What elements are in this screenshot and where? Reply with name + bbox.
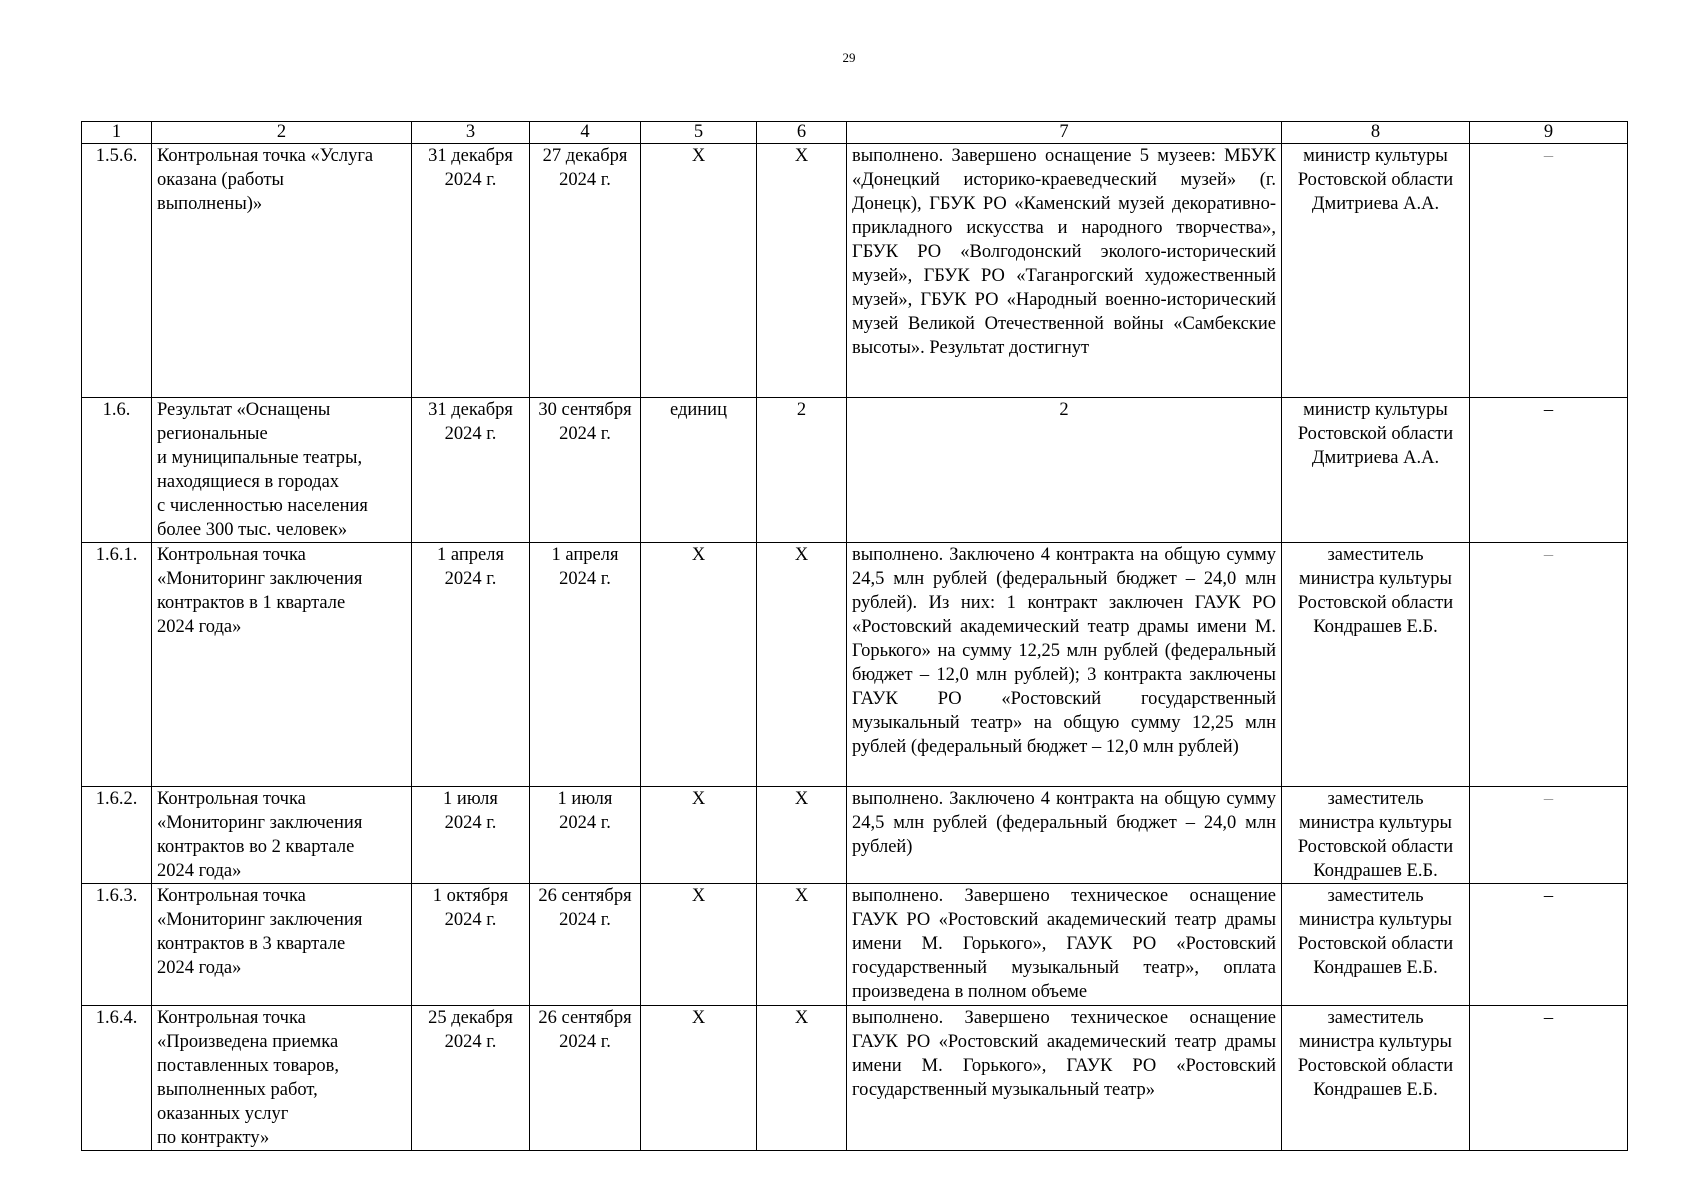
results-table xyxy=(81,121,1628,1151)
fact-date: 30 сентября 2024 г. xyxy=(530,398,641,543)
responsible-cell: министр культуры Ростовской области Дмитриева А.А. xyxy=(1282,144,1470,398)
value-cell: X xyxy=(757,543,847,787)
value-cell: X xyxy=(757,884,847,1006)
column-header: 8 xyxy=(1282,122,1470,144)
result-cell: выполнено. Заключено 4 контракта на общую сумму 24,5 млн рублей (федеральный бюджет – 24,0 млн рублей). Из них: 1 контракт заключен ГАУК РО «Ростовский академический театр драмы имени М. Горького» на сумму 12,25 млн рублей (федеральный бюджет – 12,0 млн рублей); 3 контракта заключены ГАУК РО «Ростовский государственный музыкальный театр» на общую сумму 12,25 млн рублей (федеральный бюджет – 12,0 млн рублей) xyxy=(847,543,1282,787)
result-cell: выполнено. Завершено техническое оснащение ГАУК РО «Ростовский академический театр драмы имени М. Горького», ГАУК РО «Ростовский государственный музыкальный театр», оплата произведена в полном объеме xyxy=(847,884,1282,1006)
row-name: Контрольная точка «Произведена приемка поставленных товаров, выполненных работ, оказанных услуг по контракту» xyxy=(152,1006,412,1151)
responsible-cell: заместитель министра культуры Ростовской области Кондрашев Е.Б. xyxy=(1282,1006,1470,1151)
value-cell: 2 xyxy=(757,398,847,543)
table-row xyxy=(82,398,1628,543)
plan-date: 31 декабря 2024 г. xyxy=(412,398,530,543)
plan-date: 25 декабря 2024 г. xyxy=(412,1006,530,1151)
unit-cell: X xyxy=(641,884,757,1006)
fact-date: 1 апреля 2024 г. xyxy=(530,543,641,787)
note-cell: – xyxy=(1470,787,1628,884)
column-header: 3 xyxy=(412,122,530,144)
note-cell: – xyxy=(1470,144,1628,398)
unit-cell: единиц xyxy=(641,398,757,543)
table-row xyxy=(82,543,1628,787)
unit-cell: X xyxy=(641,1006,757,1151)
plan-date: 1 июля 2024 г. xyxy=(412,787,530,884)
fact-date: 27 декабря 2024 г. xyxy=(530,144,641,398)
column-header: 1 xyxy=(82,122,152,144)
table-row xyxy=(82,884,1628,1006)
unit-cell: X xyxy=(641,787,757,884)
result-cell: выполнено. Завершено оснащение 5 музеев: МБУК «Донецкий историко-краеведческий музей» (г. Донецк), ГБУК РО «Каменский музей декоративно- прикладного искусства и народного творчества», ГБУК РО «Волгодонский эколого-исторический музей», ГБУК РО «Таганрогский художественный музей», ГБУК РО «Народный военно-исторический музей Великой Отечественной войны «Самбекские высоты». Результат достигнут xyxy=(847,144,1282,398)
note-cell: – xyxy=(1470,884,1628,1006)
responsible-cell: заместитель министра культуры Ростовской области Кондрашев Е.Б. xyxy=(1282,543,1470,787)
fact-date: 26 сентября 2024 г. xyxy=(530,884,641,1006)
plan-date: 1 октября 2024 г. xyxy=(412,884,530,1006)
responsible-cell: заместитель министра культуры Ростовской области Кондрашев Е.Б. xyxy=(1282,787,1470,884)
column-header: 2 xyxy=(152,122,412,144)
responsible-cell: министр культуры Ростовской области Дмитриева А.А. xyxy=(1282,398,1470,543)
value-cell: X xyxy=(757,1006,847,1151)
unit-cell: X xyxy=(641,144,757,398)
row-number: 1.6. xyxy=(82,398,152,543)
row-name: Контрольная точка «Услуга оказана (работы выполнены)» xyxy=(152,144,412,398)
table-row xyxy=(82,1006,1628,1151)
table-row xyxy=(82,787,1628,884)
responsible-cell: заместитель министра культуры Ростовской области Кондрашев Е.Б. xyxy=(1282,884,1470,1006)
column-header: 6 xyxy=(757,122,847,144)
note-cell: – xyxy=(1470,398,1628,543)
value-cell: X xyxy=(757,144,847,398)
table-row xyxy=(82,144,1628,398)
plan-date: 1 апреля 2024 г. xyxy=(412,543,530,787)
column-header: 7 xyxy=(847,122,1282,144)
row-number: 1.5.6. xyxy=(82,144,152,398)
row-name: Контрольная точка «Мониторинг заключения контрактов в 1 квартале 2024 года» xyxy=(152,543,412,787)
fact-date: 26 сентября 2024 г. xyxy=(530,1006,641,1151)
result-cell: выполнено. Завершено техническое оснащение ГАУК РО «Ростовский академический театр драмы имени М. Горького», ГАУК РО «Ростовский государственный музыкальный театр» xyxy=(847,1006,1282,1151)
value-cell: X xyxy=(757,787,847,884)
result-cell: выполнено. Заключено 4 контракта на общую сумму 24,5 млн рублей (федеральный бюджет – 24,0 млн рублей) xyxy=(847,787,1282,884)
row-name: Результат «Оснащены региональные и муниципальные театры, находящиеся в городах с численностью населения более 300 тыс. человек» xyxy=(152,398,412,543)
row-name: Контрольная точка «Мониторинг заключения контрактов во 2 квартале 2024 года» xyxy=(152,787,412,884)
page-number: 29 xyxy=(842,50,856,65)
row-name: Контрольная точка «Мониторинг заключения контрактов в 3 квартале 2024 года» xyxy=(152,884,412,1006)
note-cell: – xyxy=(1470,1006,1628,1151)
row-number: 1.6.1. xyxy=(82,543,152,787)
table-header-row xyxy=(82,122,1628,144)
column-header: 5 xyxy=(641,122,757,144)
unit-cell: X xyxy=(641,543,757,787)
plan-date: 31 декабря 2024 г. xyxy=(412,144,530,398)
row-number: 1.6.4. xyxy=(82,1006,152,1151)
result-cell: 2 xyxy=(847,398,1282,543)
row-number: 1.6.3. xyxy=(82,884,152,1006)
row-number: 1.6.2. xyxy=(82,787,152,884)
column-header: 4 xyxy=(530,122,641,144)
column-header: 9 xyxy=(1470,122,1628,144)
fact-date: 1 июля 2024 г. xyxy=(530,787,641,884)
note-cell: – xyxy=(1470,543,1628,787)
